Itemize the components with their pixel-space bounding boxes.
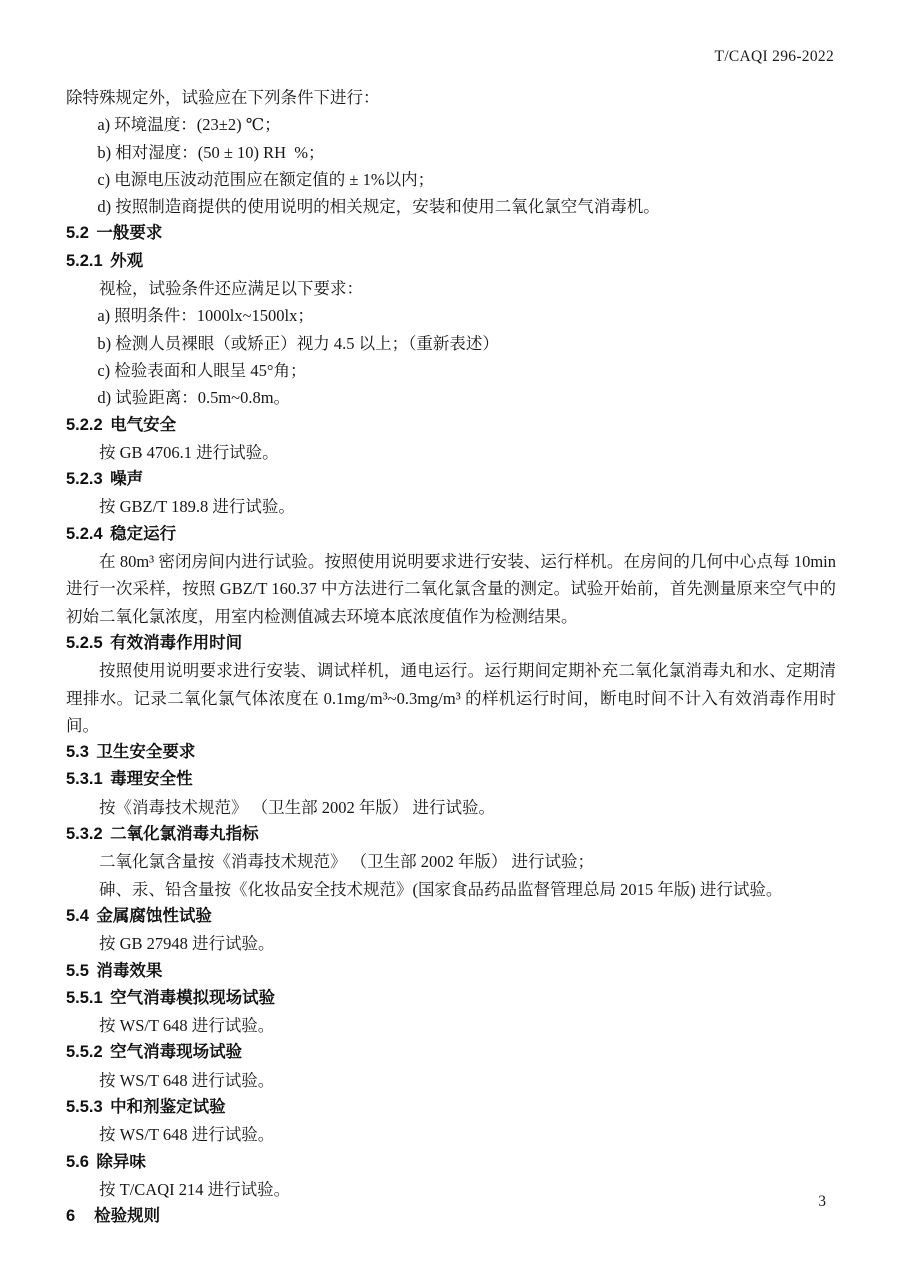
paragraph: 在 80m³ 密闭房间内进行试验。按照使用说明要求进行安装、运行样机。在房间的几何中心点每 10min 进行一次采样，按照 GBZ/T 160.37 中方法进行二氧化氯含量的测定。试验开始前，首先测量原来空气中的初始二氧化氯浓度，用室内检测值减去环境本底浓度值作为检测结果。 — [66, 552, 841, 626]
list-item: a) 环境温度：(23±2) ℃； — [97, 115, 281, 135]
list-item: c) 电源电压波动范围应在额定值的 ± 1%以内； — [97, 169, 435, 189]
paragraph: 砷、汞、铅含量按《化妆品安全技术规范》(国家食品药品监督管理总局 2015 年版) 进行试验。 — [99, 879, 783, 899]
section-heading — [66, 903, 836, 930]
section-heading — [66, 630, 836, 657]
paragraph: 按 GBZ/T 189.8 进行试验。 — [99, 497, 295, 517]
paragraph: 按 WS/T 648 进行试验。 — [99, 1016, 275, 1036]
list-item: d) 试验距离：0.5m~0.8m。 — [97, 388, 291, 408]
section-title: 电气安全 — [110, 415, 177, 434]
section-heading — [66, 248, 836, 275]
section-heading — [66, 1094, 836, 1121]
section-title: 外观 — [110, 251, 144, 270]
section-title: 噪声 — [110, 470, 144, 489]
paragraph: 按 WS/T 648 进行试验。 — [99, 1070, 275, 1090]
list-item: b) 检测人员裸眼（或矫正）视力 4.5 以上；（重新表述） — [97, 333, 499, 353]
section-number: 5.6 — [66, 1152, 89, 1171]
section-heading — [66, 1149, 836, 1176]
section-title: 金属腐蚀性试验 — [96, 906, 212, 925]
paragraph: 视检，试验条件还应满足以下要求： — [99, 279, 363, 299]
page-number: 3 — [818, 1193, 826, 1210]
paragraph: 按 T/CAQI 214 进行试验。 — [99, 1179, 291, 1199]
paragraph: 按 WS/T 648 进行试验。 — [99, 1125, 275, 1145]
section-title: 消毒效果 — [96, 961, 163, 980]
section-number: 5.3.2 — [66, 825, 103, 844]
section-title: 卫生安全要求 — [96, 743, 196, 762]
section-title: 有效消毒作用时间 — [110, 633, 243, 652]
paragraph: 按 GB 4706.1 进行试验。 — [99, 442, 279, 462]
section-title: 除异味 — [96, 1152, 146, 1171]
section-number: 5.2.3 — [66, 470, 103, 489]
paragraph: 按《消毒技术规范》 （卫生部 2002 年版） 进行试验。 — [99, 797, 495, 817]
section-heading — [66, 220, 836, 247]
section-number: 5.4 — [66, 906, 89, 925]
section-number: 5.2.2 — [66, 415, 103, 434]
paragraph: 按照使用说明要求进行安装、调试样机，通电运行。运行期间定期补充二氧化氯消毒丸和水、定期清理排水。记录二氧化氯气体浓度在 0.1mg/m³~0.3mg/m³ 的样机运行时间，断电时间不计入有效消毒作用时间。 — [66, 661, 836, 735]
section-title: 二氧化氯消毒丸指标 — [110, 825, 259, 844]
section-number: 5.2 — [66, 224, 89, 243]
section-heading — [66, 739, 836, 766]
section-number: 5.5.2 — [66, 1043, 103, 1062]
list-item: c) 检验表面和人眼呈 45°角； — [97, 360, 307, 380]
section-title: 空气消毒现场试验 — [110, 1043, 243, 1062]
section-heading — [66, 766, 836, 793]
section-heading — [66, 521, 836, 548]
section-number: 5.2.4 — [66, 524, 103, 543]
section-title: 中和剂鉴定试验 — [110, 1097, 226, 1116]
section-number: 5.3 — [66, 743, 89, 762]
paragraph: 除特殊规定外，试验应在下列条件下进行： — [66, 88, 380, 107]
section-number: 5.3.1 — [66, 770, 103, 789]
section-heading — [66, 958, 836, 985]
section-number: 5.5.1 — [66, 988, 103, 1007]
section-title: 毒理安全性 — [110, 770, 193, 789]
section-heading — [66, 466, 836, 493]
section-number: 5.2.5 — [66, 633, 103, 652]
section-number: 5.2.1 — [66, 251, 103, 270]
section-title: 一般要求 — [96, 224, 163, 243]
list-item: b) 相对湿度：(50 ± 10) RH %； — [97, 142, 325, 162]
section-heading — [66, 1039, 836, 1066]
section-number: 6 — [66, 1207, 76, 1226]
section-title: 稳定运行 — [110, 524, 177, 543]
section-heading — [66, 412, 836, 439]
document-body — [66, 84, 841, 1230]
section-title: 空气消毒模拟现场试验 — [110, 988, 276, 1007]
paragraph: 二氧化氯含量按《消毒技术规范》 （卫生部 2002 年版） 进行试验； — [99, 852, 594, 872]
paragraph: 按 GB 27948 进行试验。 — [99, 934, 275, 954]
section-heading — [66, 821, 836, 848]
section-number: 5.5 — [66, 961, 89, 980]
section-number: 5.5.3 — [66, 1097, 103, 1116]
section-heading — [66, 1203, 836, 1230]
standard-code: T/CAQI 296-2022 — [714, 48, 834, 65]
running-header — [715, 48, 834, 66]
section-heading — [66, 985, 836, 1012]
list-item: a) 照明条件：1000lx~1500lx； — [97, 306, 314, 326]
list-item: d) 按照制造商提供的使用说明的相关规定，安装和使用二氧化氯空气消毒机。 — [97, 197, 660, 217]
section-title: 检验规则 — [94, 1207, 161, 1226]
